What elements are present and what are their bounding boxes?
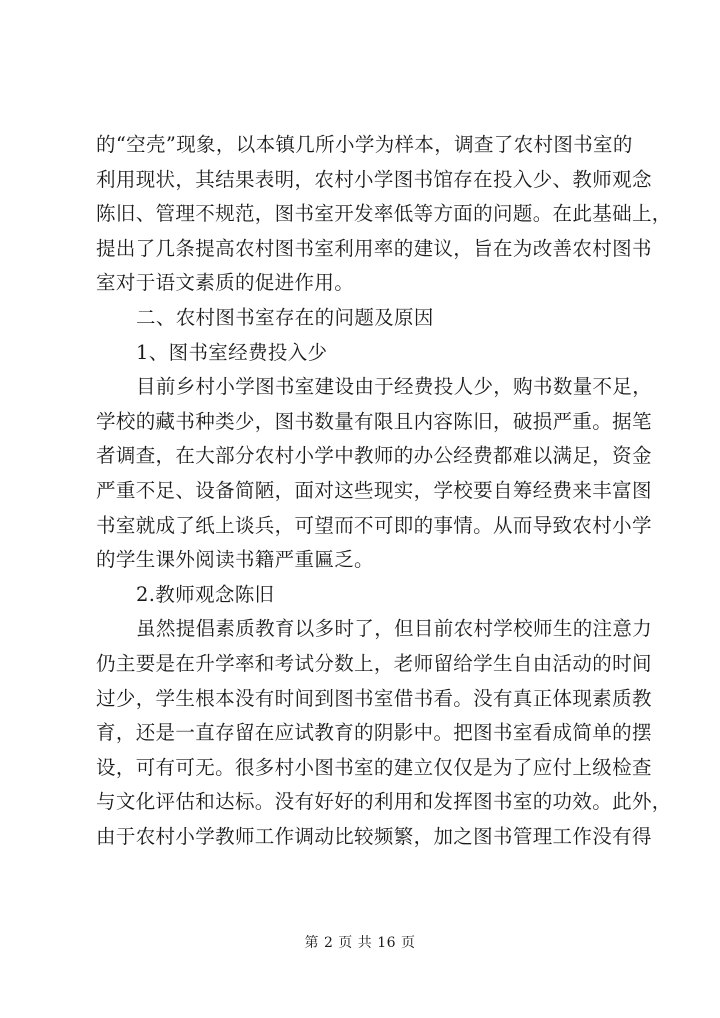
page-number-footer: 第 2 页 共 16 页 [304, 935, 416, 951]
subsection-heading: 1、图书室经费投入少 [136, 340, 328, 364]
text-line: 育，还是一直存留在应试教育的阴影中。把图书室看成简单的摆 [96, 721, 652, 745]
text-line: 设，可有可无。很多村小图书室的建立仅仅是为了应付上级检查 [96, 755, 652, 779]
text-line: 与文化评估和达标。没有好好的利用和发挥图书室的功效。此外， [96, 790, 672, 814]
text-line: 的“空壳”现象，以本镇几所小学为样本，调查了农村图书室的 [96, 133, 633, 156]
text-line: 利用现状，其结果表明，农村小学图书馆存在投入少、教师观念 [96, 167, 652, 191]
section-heading: 二、农村图书室存在的问题及原因 [136, 305, 434, 329]
text-line: 目前乡村小学图书室建设由于经费投人少，购书数量不足， [136, 375, 653, 399]
subsection-heading: 2.教师观念陈旧 [136, 582, 275, 606]
text-line: 陈旧、管理不规范，图书室开发率低等方面的问题。在此基础上， [96, 202, 672, 226]
text-line: 的学生课外阅读书籍严重匾乏。 [96, 548, 374, 572]
text-line: 提出了几条提高农村图书室利用率的建议，旨在为改善农村图书 [96, 236, 652, 260]
text-line: 学校的藏书种类少，图书数量有限且内容陈旧，破损严重。据笔 [96, 409, 652, 433]
text-line: 严重不足、设备简陋，面对这些现实，学校要自筹经费来丰富图 [96, 478, 652, 502]
text-line: 者调查，在大部分农村小学中教师的办公经费都难以满足，资金 [96, 444, 652, 468]
text-line: 虽然提倡素质教育以多时了，但目前农村学校师生的注意力 [136, 617, 653, 641]
text-line: 书室就成了纸上谈兵，可望而不可即的事情。从而导致农村小学 [96, 513, 652, 537]
text-line: 过少，学生根本没有时间到图书室借书看。没有真正体现素质教 [96, 686, 652, 710]
text-line: 室对于语文素质的促进作用。 [96, 271, 355, 295]
document-body [96, 128, 672, 854]
text-line: 仍主要是在升学率和考试分数上，老师留给学生自由活动的时间 [96, 651, 652, 675]
text-line: 由于农村小学教师工作调动比较频繁，加之图书管理工作没有得 [96, 824, 652, 848]
